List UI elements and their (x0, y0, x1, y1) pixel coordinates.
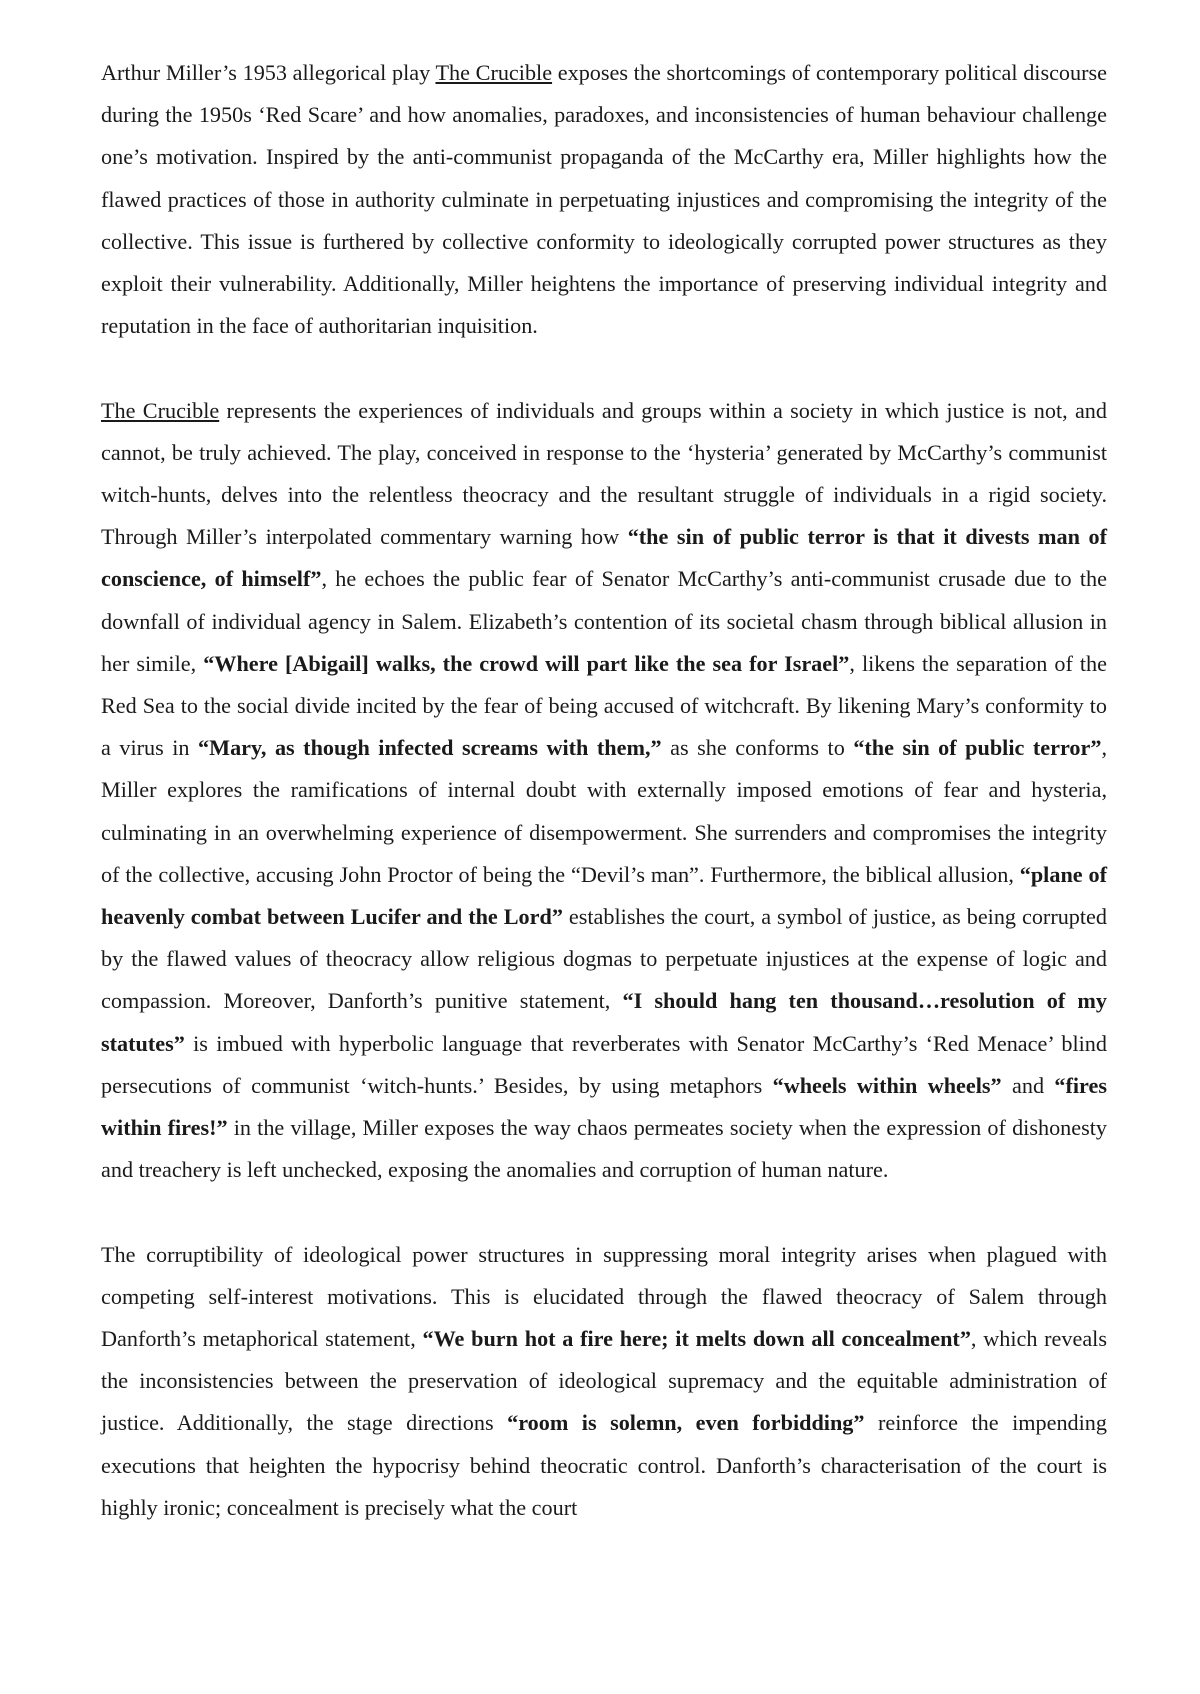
document-page (101, 52, 1107, 1529)
text-run: establishes the court, a symbol of justice, as being corrupted by the flawed values of theocracy allow religious dogmas to perpetuate injustices at the expense of logic and compassion. Moreover, Danforth’s punitive statement, (101, 904, 1108, 1014)
quote: “fires within fires!” (101, 1072, 1107, 1141)
text-run: , Miller explores the ramifications of internal doubt with externally imposed emotions of fear and hysteria, culminating in an overwhelming experience of disempowerment. She surrenders and compromises the integrity of the collective, accusing John Proctor of being the “Devil’s man”. Furthermore, the biblical allusion, (101, 735, 1107, 887)
quote: “I should hang ten thousand…resolution of my statutes” (101, 988, 1107, 1056)
play-title: The Crucible (101, 397, 220, 423)
text-run: reinforce the impending executions that heighten the hypocrisy behind theocratic control. Danforth’s characterisation of the court is highly ironic; concealment is precisely what the court (101, 1410, 1107, 1520)
quote: “Where [Abigail] walks, the crowd will part like the sea for Israel” (203, 650, 850, 676)
paragraph-intro (101, 52, 1107, 347)
text-run: represents the experiences of individuals and groups within a society in which justice is not, and cannot, be truly achieved. The play, conceived in response to the ‘hysteria’ generated by McCarthy’s communist witch-hunts, delves into the relentless theocracy and the resultant struggle of individuals in a rigid society. Through Miller’s interpolated commentary warning how (101, 397, 1107, 550)
quote: “wheels within wheels” (772, 1072, 1002, 1098)
quote: “room is solemn, even forbidding” (507, 1410, 865, 1436)
text-run: in the village, Miller exposes the way chaos permeates society when the expression of dishonesty and treachery is left unchecked, exposing the anomalies and corruption of human nature. (101, 1115, 1107, 1183)
quote: “We burn hot a fire here; it melts down all concealment” (422, 1326, 971, 1352)
quote: “Mary, as though infected screams with them,” (198, 735, 662, 761)
text-run: , which reveals the inconsistencies between the preservation of ideological supremacy and the equitable administration of justice. Additionally, the stage directions (101, 1326, 1107, 1436)
text-run: as she conforms to (661, 735, 854, 761)
play-title: The Crucible (435, 60, 553, 85)
text-run: , he echoes the public fear of Senator McCarthy’s anti-communist crusade due to the downfall of individual agency in Salem. Elizabeth’s contention of its societal chasm through biblical allusion in her simile, (101, 566, 1107, 676)
paragraph-body-2 (101, 1234, 1107, 1529)
text-run: and (1001, 1072, 1055, 1098)
quote: “the sin of public terror is that it divests man of conscience, of himself” (101, 524, 1108, 592)
text-run: is imbued with hyperbolic language that reverberates with Senator McCarthy’s ‘Red Menace’ blind persecutions of communist ‘witch-hunts.’ Besides, by using metaphors (101, 1030, 1107, 1098)
quote: “the sin of public terror” (853, 735, 1102, 761)
text-run: exposes the shortcomings of contemporary political discourse during the 1950s ‘Red Scare’ and how anomalies, paradoxes, and inconsistencies of human behaviour challenge one’s motivation. Inspired by the anti-communist propaganda of the McCarthy era, Miller highlights how the flawed practices of those in authority culminate in perpetuating injustices and compromising the integrity of the collective. This issue is furthered by collective conformity to ideologically corrupted power structures as they exploit their vulnerability. Additionally, Miller heightens the importance of preserving individual integrity and reputation in the face of authoritarian inquisition. (101, 60, 1107, 339)
text-run: Arthur Miller’s 1953 allegorical play (101, 60, 436, 85)
quote: “plane of heavenly combat between Lucifer and the Lord” (101, 861, 1107, 930)
text-run: The corruptibility of ideological power structures in suppressing moral integrity arises when plagued with competing self-interest motivations. This is elucidated through the flawed theocracy of Salem through Danforth’s metaphorical statement, (101, 1241, 1107, 1352)
text-run: , likens the separation of the Red Sea to the social divide incited by the fear of being accused of witchcraft. By likening Mary’s conformity to a virus in (101, 650, 1107, 761)
paragraph-body-1 (101, 390, 1107, 1192)
